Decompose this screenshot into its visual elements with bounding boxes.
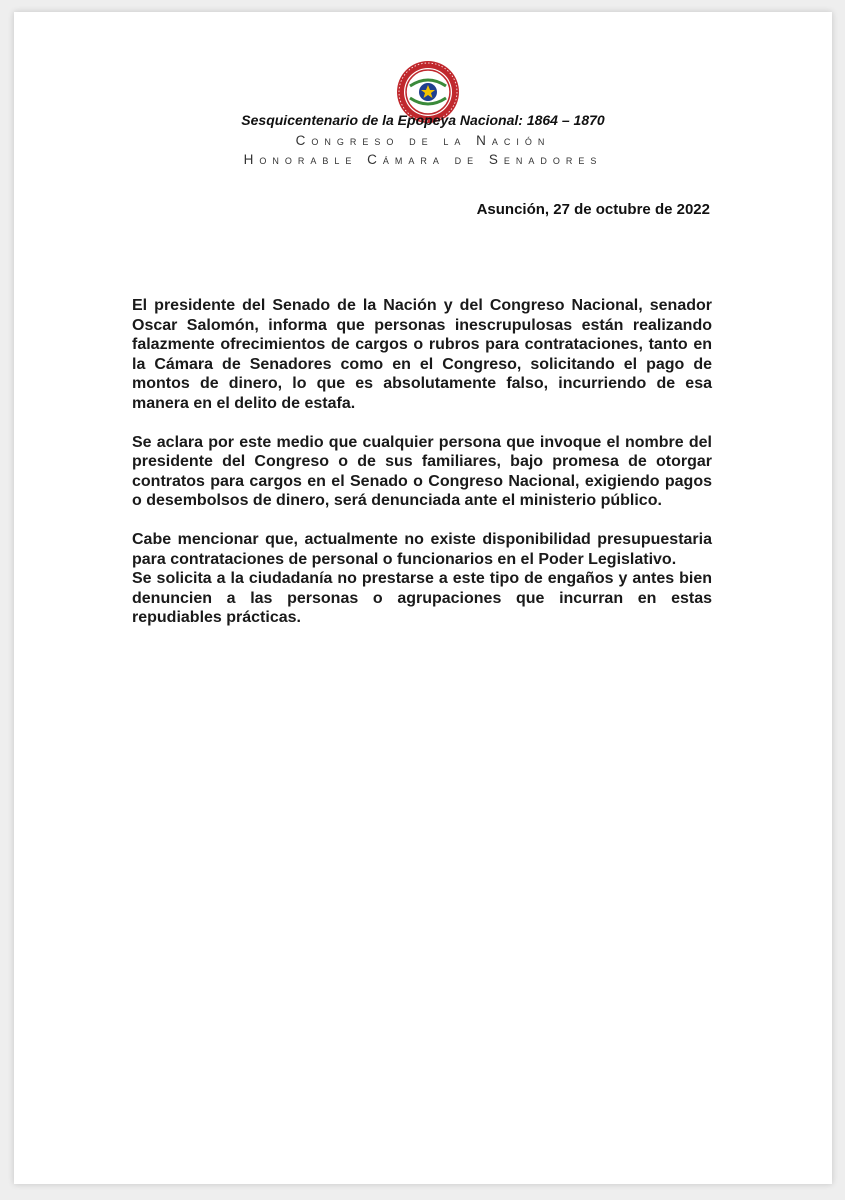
date-line: Asunción, 27 de octubre de 2022 (476, 201, 710, 218)
document-page (14, 12, 832, 1184)
chamber-name: Honorable Cámara de Senadores (243, 152, 603, 167)
statement-body (132, 296, 712, 647)
paragraph-4: Se solicita a la ciudadanía no prestarse a este tipo de engaños y antes bien denuncien a las personas o agrupaciones que incurran en estas repudiables prácticas. (132, 570, 712, 627)
paragraph-2: Se aclara por este medio que cualquier persona que invoque el nombre del presidente del Congreso o de sus familiares, bajo promesa de otorgar contratos para cargos en el Senado o Congreso Nacional, exigiendo pagos o desembolsos de dinero, será denunciada ante el ministerio público. (132, 433, 712, 510)
paragraph-1: El presidente del Senado de la Nación y del Congreso Nacional, senador Oscar Salomón, informa que personas inescrupulosas están realizando falazmente ofrecimientos de cargos o rubros para contrataciones, tanto en la Cámara de Senadores como en el Congreso, solicitando el pago de montos de dinero, lo que es absolutamente falso, incurriendo de esa manera en el delito de estafa. (132, 297, 712, 412)
paragraph-3: Cabe mencionar que, actualmente no existe disponibilidad presupuestaria para contrataciones de personal o funcionarios en el Poder Legislativo. (132, 530, 712, 568)
institution-name: Congreso de la Nación (295, 133, 551, 148)
motto-line: Sesquicentenario de la Epopeya Nacional: 1864 – 1870 (241, 112, 605, 128)
